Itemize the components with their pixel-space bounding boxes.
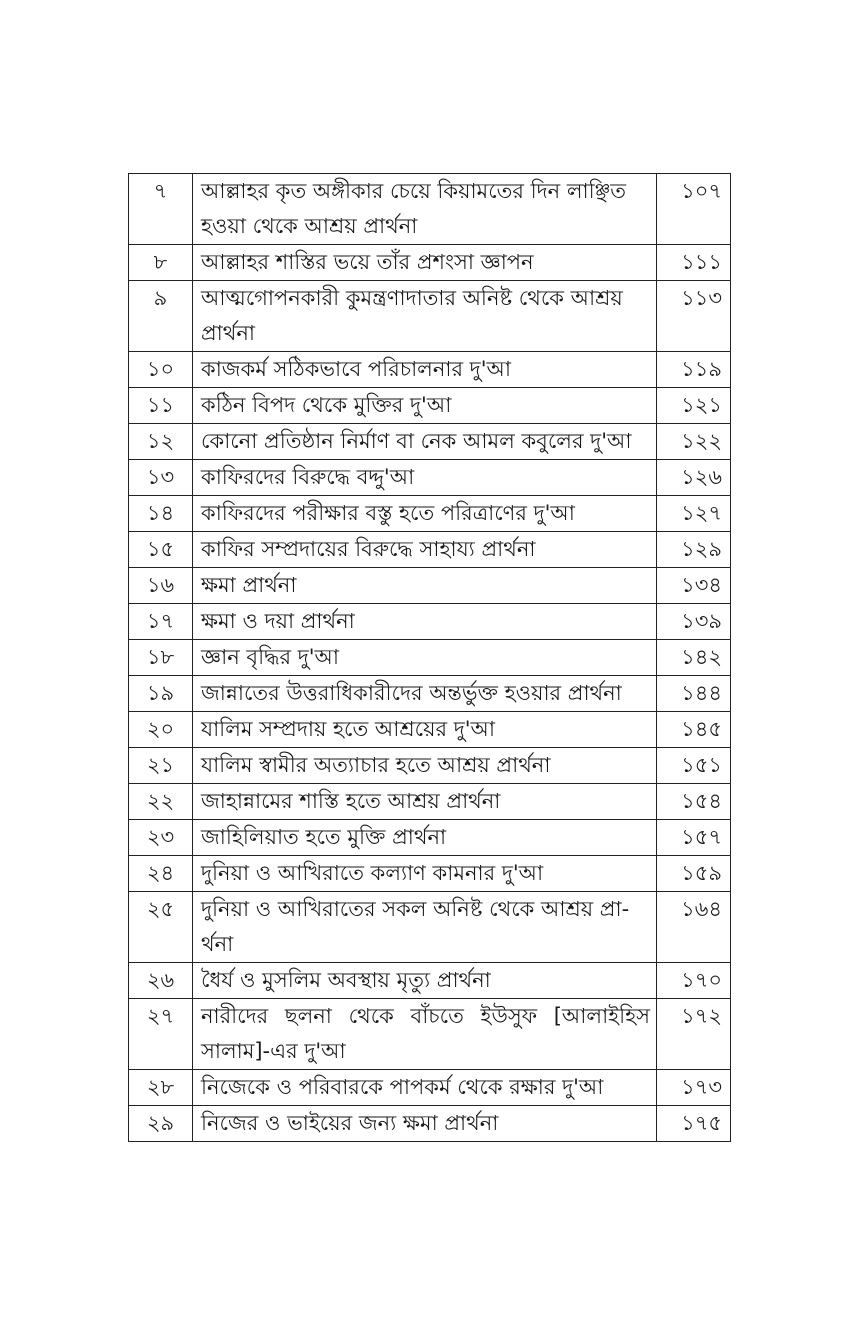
toc-row	[129, 784, 731, 820]
chapter-number: ১৮	[129, 640, 193, 676]
toc-row	[129, 640, 731, 676]
page-number: ১৭৫	[657, 1106, 731, 1142]
toc-row	[129, 568, 731, 604]
chapter-number: ৮	[129, 245, 193, 281]
chapter-number: ১১	[129, 388, 193, 424]
page-number: ১১৩	[657, 281, 731, 352]
chapter-number: ২৬	[129, 963, 193, 999]
chapter-title: দুনিয়া ও আখিরাতে কল্যাণ কামনার দু'আ	[193, 856, 657, 892]
chapter-number: ২৯	[129, 1106, 193, 1142]
chapter-number: ১৭	[129, 604, 193, 640]
chapter-number: ২২	[129, 784, 193, 820]
chapter-number: ১৪	[129, 496, 193, 532]
chapter-title: জাহিলিয়াত হতে মুক্তি প্রার্থনা	[193, 820, 657, 856]
toc-row	[129, 856, 731, 892]
chapter-title: আল্লাহর শাস্তির ভয়ে তাঁর প্রশংসা জ্ঞাপন	[193, 245, 657, 281]
chapter-title: দুনিয়া ও আখিরাতের সকল অনিষ্ট থেকে আশ্রয় প্রা-র্থনা	[193, 892, 657, 963]
page-number: ১১১	[657, 245, 731, 281]
toc-row	[129, 460, 731, 496]
page-number: ১৫৯	[657, 856, 731, 892]
toc-row	[129, 748, 731, 784]
page-number: ১৭২	[657, 999, 731, 1070]
toc-row	[129, 424, 731, 460]
toc-row	[129, 532, 731, 568]
chapter-number: ৯	[129, 281, 193, 352]
page-number: ১০৭	[657, 174, 731, 245]
chapter-title: আল্লাহর কৃত অঙ্গীকার চেয়ে কিয়ামতের দিন লাঞ্ছিত হওয়া থেকে আশ্রয় প্রার্থনা	[193, 174, 657, 245]
page-number: ১২৭	[657, 496, 731, 532]
toc-row	[129, 820, 731, 856]
chapter-number: ১০	[129, 352, 193, 388]
chapter-number: ২৮	[129, 1070, 193, 1106]
table-of-contents	[128, 173, 731, 1142]
toc-row	[129, 1070, 731, 1106]
toc-row	[129, 388, 731, 424]
page-number: ১৫১	[657, 748, 731, 784]
chapter-number: ২১	[129, 748, 193, 784]
chapter-number: ২৭	[129, 999, 193, 1070]
toc-body	[129, 174, 731, 1142]
page-number: ১৩৪	[657, 568, 731, 604]
chapter-number: ১২	[129, 424, 193, 460]
page-number: ১৪৪	[657, 676, 731, 712]
toc-row	[129, 712, 731, 748]
chapter-title: ক্ষমা প্রার্থনা	[193, 568, 657, 604]
toc-row	[129, 281, 731, 352]
chapter-title: যালিম স্বামীর অত্যাচার হতে আশ্রয় প্রার্থনা	[193, 748, 657, 784]
chapter-title: জান্নাতের উত্তরাধিকারীদের অন্তর্ভুক্ত হওয়ার প্রার্থনা	[193, 676, 657, 712]
toc-row	[129, 963, 731, 999]
chapter-title: ধৈর্য ও মুসলিম অবস্থায় মৃত্যু প্রার্থনা	[193, 963, 657, 999]
chapter-number: ১৯	[129, 676, 193, 712]
chapter-title: কাফির সম্প্রদায়ের বিরুদ্ধে সাহায্য প্রার্থনা	[193, 532, 657, 568]
chapter-number: ২৫	[129, 892, 193, 963]
chapter-title: নারীদের ছলনা থেকে বাঁচতে ইউসুফ [আলাইহিস সালাম]-এর দু'আ	[193, 999, 657, 1070]
toc-row	[129, 999, 731, 1070]
page-number: ১৫৭	[657, 820, 731, 856]
chapter-title: কঠিন বিপদ থেকে মুক্তির দু'আ	[193, 388, 657, 424]
page-number: ১৭৩	[657, 1070, 731, 1106]
chapter-title: নিজের ও ভাইয়ের জন্য ক্ষমা প্রার্থনা	[193, 1106, 657, 1142]
page-number: ১৫৪	[657, 784, 731, 820]
chapter-title: ক্ষমা ও দয়া প্রার্থনা	[193, 604, 657, 640]
chapter-number: ১৫	[129, 532, 193, 568]
toc-row	[129, 892, 731, 963]
toc-row	[129, 245, 731, 281]
chapter-number: ১৩	[129, 460, 193, 496]
chapter-number: ২০	[129, 712, 193, 748]
chapter-title: আত্মগোপনকারী কুমন্ত্রণাদাতার অনিষ্ট থেকে আশ্রয় প্রার্থনা	[193, 281, 657, 352]
toc-row	[129, 496, 731, 532]
page-number: ১৬৪	[657, 892, 731, 963]
page-number: ১৭০	[657, 963, 731, 999]
chapter-title: যালিম সম্প্রদায় হতে আশ্রয়ের দু'আ	[193, 712, 657, 748]
chapter-number: ২৩	[129, 820, 193, 856]
toc-row	[129, 174, 731, 245]
chapter-number: ৭	[129, 174, 193, 245]
toc-row	[129, 352, 731, 388]
chapter-title: নিজেকে ও পরিবারকে পাপকর্ম থেকে রক্ষার দু'আ	[193, 1070, 657, 1106]
chapter-title: কোনো প্রতিষ্ঠান নির্মাণ বা নেক আমল কবুলের দু'আ	[193, 424, 657, 460]
chapter-number: ১৬	[129, 568, 193, 604]
chapter-number: ২৪	[129, 856, 193, 892]
chapter-title: কাফিরদের বিরুদ্ধে বদ্দু'আ	[193, 460, 657, 496]
toc-row	[129, 1106, 731, 1142]
toc-row	[129, 604, 731, 640]
chapter-title: জ্ঞান বৃদ্ধির দু'আ	[193, 640, 657, 676]
chapter-title: কাফিরদের পরীক্ষার বস্তু হতে পরিত্রাণের দু'আ	[193, 496, 657, 532]
page-number: ১২৬	[657, 460, 731, 496]
page-number: ১৪৫	[657, 712, 731, 748]
page-number: ১৩৯	[657, 604, 731, 640]
page-number: ১১৯	[657, 352, 731, 388]
page-number: ১২৯	[657, 532, 731, 568]
chapter-title: কাজকর্ম সঠিকভাবে পরিচালনার দু'আ	[193, 352, 657, 388]
chapter-title: জাহান্নামের শাস্তি হতে আশ্রয় প্রার্থনা	[193, 784, 657, 820]
toc-row	[129, 676, 731, 712]
page-number: ১৪২	[657, 640, 731, 676]
page-number: ১২১	[657, 388, 731, 424]
page-number: ১২২	[657, 424, 731, 460]
